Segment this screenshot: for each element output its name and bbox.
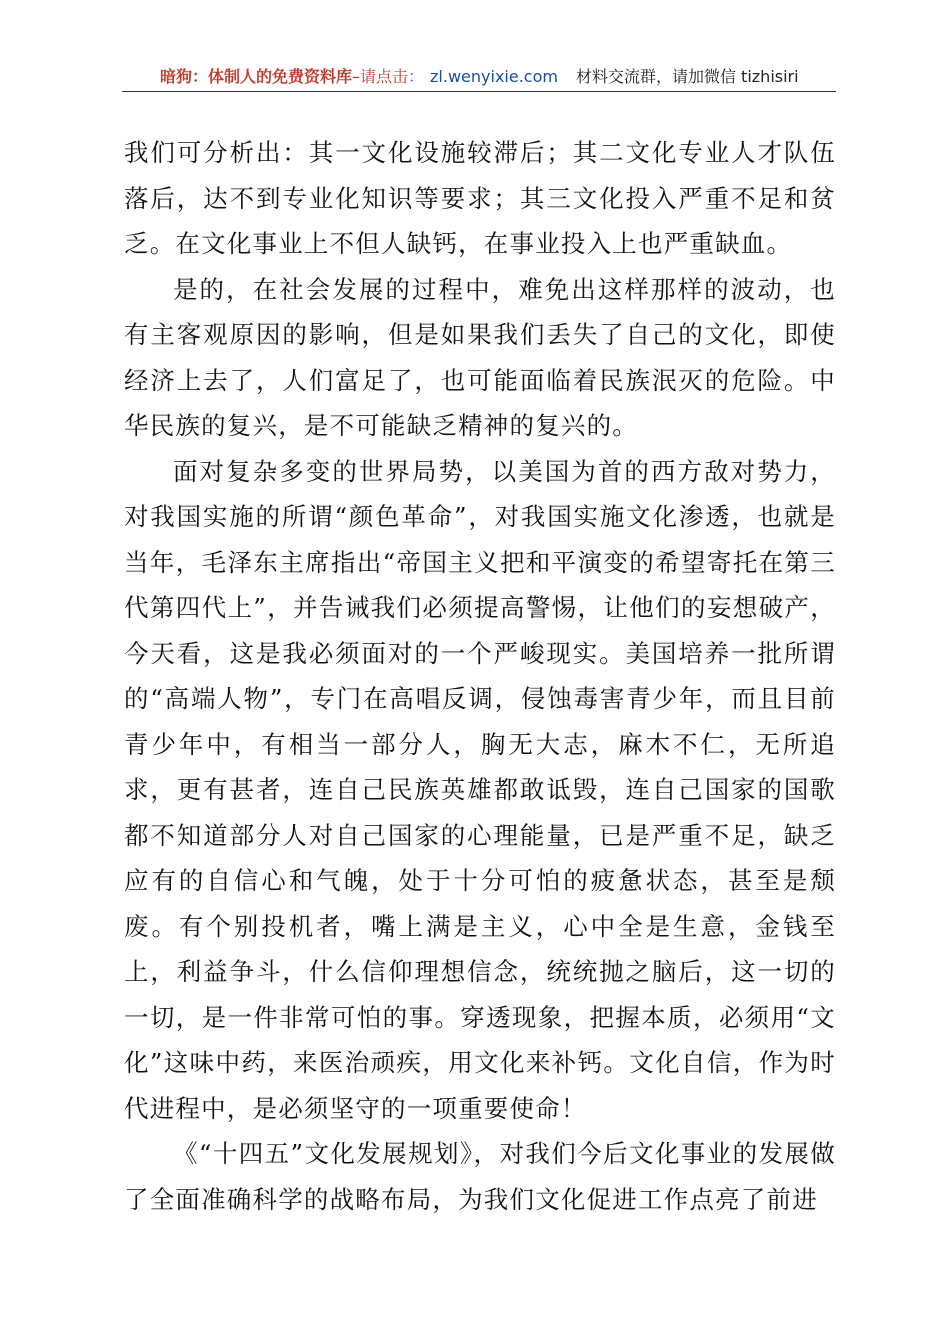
header-brand: 暗狗：体制人的免费资料库 bbox=[160, 67, 353, 86]
header-link[interactable]: zl.wenyixie.com bbox=[430, 67, 558, 86]
header-prompt: –请点击： bbox=[352, 67, 425, 86]
paragraph-4: 《“十四五”文化发展规划》，对我们今后文化事业的发展做了全面准确科学的战略布局，为我们文化促进工作点亮了前进 bbox=[124, 1139, 836, 1214]
page-header bbox=[122, 62, 836, 92]
paragraph-2: 是的，在社会发展的过程中，难免出这样那样的波动，也有主客观原因的影响，但是如果我们丢失了自己的文化，即使经济上去了，人们富足了，也可能面临着民族泯灭的危险。中华民族的复兴，是不可能缺乏精神的复兴的。 bbox=[124, 274, 836, 440]
document-body bbox=[124, 130, 836, 1222]
paragraph-1: 我们可分析出：其一文化设施较滞后；其二文化专业人才队伍落后，达不到专业化知识等要求；其三文化投入严重不足和贫乏。在文化事业上不但人缺钙，在事业投入上也严重缺血。 bbox=[124, 138, 836, 258]
header-wechat-note: 材料交流群，请加微信 tizhisiri bbox=[575, 67, 799, 86]
paragraph-3: 面对复杂多变的世界局势，以美国为首的西方敌对势力，对我国实施的所谓“颜色革命”，对我国实施文化渗透，也就是当年，毛泽东主席指出“帝国主义把和平演变的希望寄托在第三代第四代上”，并告诫我们必须提高警惕，让他们的妄想破产，今天看，这是我必须面对的一个严峻现实。美国培养一批所谓的“高端人物”，专门在高唱反调，侵蚀毒害青少年，而且目前青少年中，有相当一部分人，胸无大志，麻木不仁，无所追求，更有甚者，连自己民族英雄都敢诋毁，连自己国家的国歌都不知道部分人对自己国家的心理能量，已是严重不足，缺乏应有的自信心和气魄，处于十分可怕的疲惫状态，甚至是颓废。有个别投机者，嘴上满是主义，心中全是生意，金钱至上，利益争斗，什么信仰理想信念，统统抛之脑后，这一切的一切，是一件非常可怕的事。穿透现象，把握本质，必须用“文化”这味中药，来医治顽疾，用文化来补钙。文化自信，作为时代进程中，是必须坚守的一项重要使命！ bbox=[124, 456, 836, 1123]
